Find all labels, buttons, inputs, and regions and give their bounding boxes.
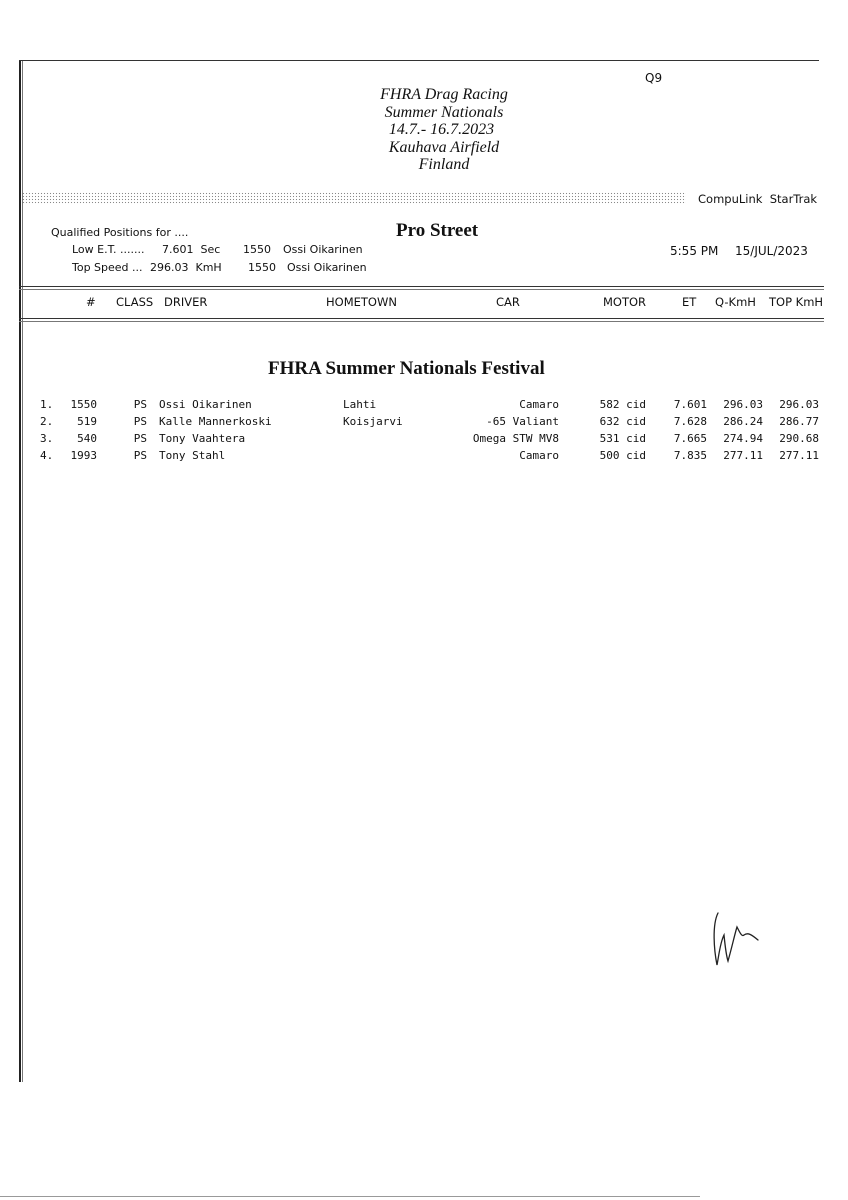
top-speed-car: 1550	[248, 261, 276, 274]
cell-pos: 3.	[40, 432, 54, 445]
col-motor: MOTOR	[603, 295, 647, 309]
round-code: Q9	[645, 71, 663, 85]
report-time: 5:55 PM	[670, 244, 719, 258]
cell-class: PS	[133, 449, 147, 462]
cell-driver: Kalle Mannerkoski	[159, 415, 272, 428]
low-et-driver: Ossi Oikarinen	[283, 243, 363, 256]
col-et: ET	[682, 295, 697, 309]
col-car: CAR	[496, 295, 520, 309]
col-qkmh: Q-KmH	[715, 295, 756, 309]
cell-qkmh: 277.11	[723, 449, 763, 462]
cell-driver: Ossi Oikarinen	[159, 398, 252, 411]
cell-pos: 1.	[40, 398, 54, 411]
cell-topkmh: 277.11	[779, 449, 819, 462]
col-hometown: HOMETOWN	[326, 295, 397, 309]
table-row	[0, 449, 848, 465]
header-bottom-line-2	[19, 321, 824, 322]
cell-driver: Tony Stahl	[159, 449, 226, 462]
table-row	[0, 398, 848, 414]
top-speed-driver: Ossi Oikarinen	[287, 261, 367, 274]
event-line-4: Kauhava Airfield	[388, 138, 500, 156]
cell-qkmh: 286.24	[723, 415, 763, 428]
cell-car: Camaro	[519, 398, 559, 411]
event-line-5: Finland	[418, 156, 470, 173]
cell-et: 7.601	[673, 398, 707, 411]
cell-topkmh: 296.03	[779, 398, 819, 411]
left-border-line-inner	[22, 60, 23, 1082]
cell-car: Camaro	[519, 449, 559, 462]
header-bottom-line	[19, 318, 824, 319]
header-top-line-2	[19, 289, 824, 290]
cell-et: 7.628	[673, 415, 707, 428]
low-et-value: 7.601 Sec	[162, 243, 221, 256]
event-line-3: 14.7.- 16.7.2023	[388, 121, 495, 138]
qualified-label: Qualified Positions for ....	[51, 226, 189, 239]
cell-num: 540	[77, 432, 97, 445]
cell-topkmh: 290.68	[779, 432, 819, 445]
col-num: #	[86, 295, 96, 309]
cell-class: PS	[133, 432, 147, 445]
table-row	[0, 415, 848, 431]
cell-motor: 531 cid	[599, 432, 646, 445]
cell-num: 1550	[70, 398, 97, 411]
event-heading	[330, 86, 558, 174]
class-title: Pro Street	[396, 220, 479, 241]
cell-qkmh: 296.03	[723, 398, 763, 411]
col-topkmh: TOP KmH	[769, 295, 824, 309]
cell-motor: 582 cid	[599, 398, 646, 411]
event-line-1: FHRA Drag Racing	[380, 86, 508, 103]
timing-system-label: CompuLink StarTrak	[698, 192, 818, 206]
dotted-separator	[22, 192, 686, 204]
low-et-label: Low E.T. .......	[72, 243, 145, 256]
report-date: 15/JUL/2023	[735, 244, 808, 258]
cell-et: 7.835	[673, 449, 707, 462]
col-class: CLASS	[116, 295, 154, 309]
cell-hometown: Koisjarvi	[343, 415, 403, 428]
low-et-car: 1550	[243, 243, 271, 256]
signature-mark	[700, 905, 780, 985]
col-driver: DRIVER	[164, 295, 208, 309]
table-row	[0, 432, 848, 448]
cell-num: 519	[77, 415, 97, 428]
cell-car: Omega STW MV8	[472, 432, 559, 445]
cell-hometown: Lahti	[343, 398, 377, 411]
header-top-line	[19, 286, 824, 287]
cell-qkmh: 274.94	[723, 432, 763, 445]
top-speed-label: Top Speed ...	[72, 261, 143, 274]
cell-et: 7.665	[673, 432, 707, 445]
bottom-page-line	[0, 1196, 700, 1197]
left-border-line	[19, 60, 21, 1082]
cell-class: PS	[133, 398, 147, 411]
event-title: FHRA Summer Nationals Festival	[268, 358, 545, 379]
cell-pos: 4.	[40, 449, 54, 462]
cell-driver: Tony Vaahtera	[159, 432, 246, 445]
cell-class: PS	[133, 415, 147, 428]
cell-motor: 632 cid	[599, 415, 646, 428]
cell-num: 1993	[70, 449, 97, 462]
cell-topkmh: 286.77	[779, 415, 819, 428]
top-border-line	[19, 60, 819, 61]
cell-car: -65 Valiant	[486, 415, 559, 428]
cell-pos: 2.	[40, 415, 54, 428]
cell-motor: 500 cid	[599, 449, 646, 462]
event-line-2: Summer Nationals	[384, 103, 504, 121]
top-speed-value: 296.03 KmH	[150, 261, 222, 274]
